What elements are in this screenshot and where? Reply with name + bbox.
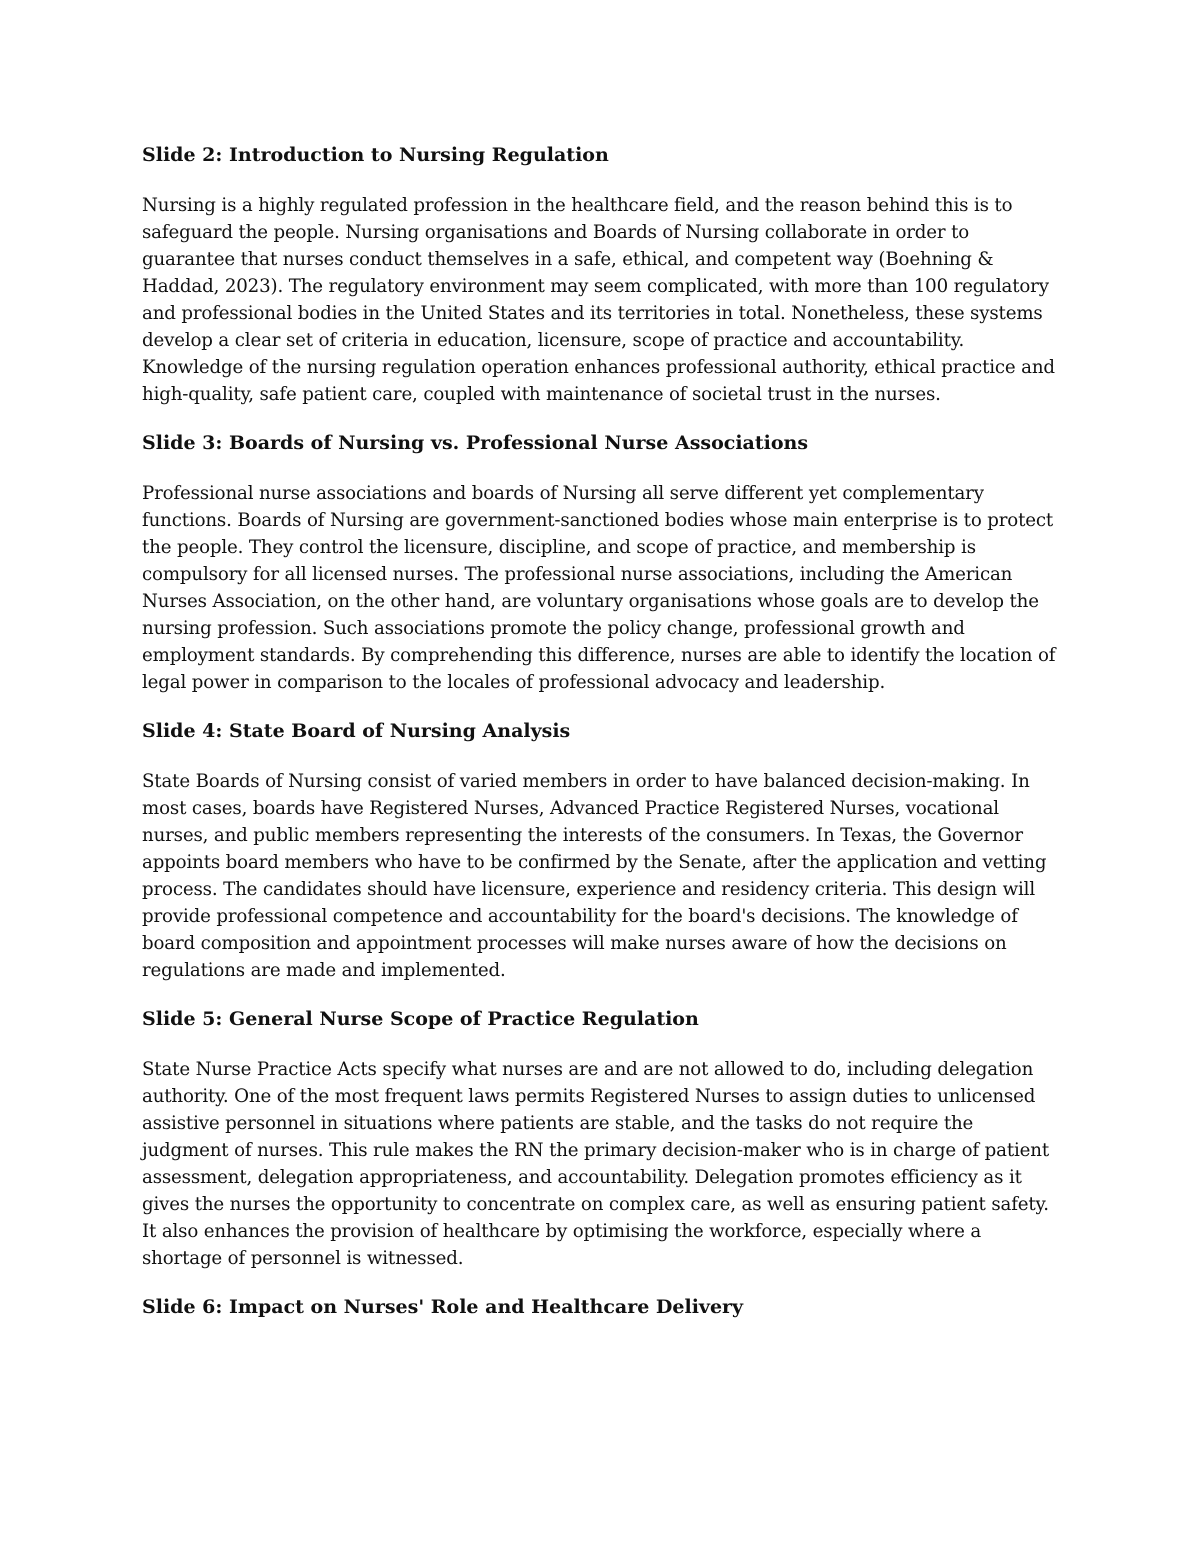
section-slide-4 bbox=[142, 718, 1062, 984]
section-paragraph: State Nurse Practice Acts specify what nurses are and are not allowed to do, including delegation authority. One of the most frequent laws permits Registered Nurses to assign duties to unlicensed assistive personnel in situations where patients are stable, and the tasks do not require the judgment of nurses. This rule makes the RN the primary decision-maker who is in charge of patient assessment, delegation appropriateness, and accountability. Delegation promotes efficiency as it gives the nurses the opportunity to concentrate on complex care, as well as ensuring patient safety. It also enhances the provision of healthcare by optimising the workforce, especially where a shortage of personnel is witnessed. bbox=[142, 1059, 1049, 1269]
section-paragraph: State Boards of Nursing consist of varied members in order to have balanced decision-making. In most cases, boards have Registered Nurses, Advanced Practice Registered Nurses, vocational nurses, and public members representing the interests of the consumers. In Texas, the Governor appoints board members who have to be confirmed by the Senate, after the application and vetting process. The candidates should have licensure, experience and residency criteria. This design will provide professional competence and accountability for the board's decisions. The knowledge of board composition and appointment processes will make nurses aware of how the decisions on regulations are made and implemented. bbox=[142, 771, 1047, 981]
section-paragraph: Professional nurse associations and boards of Nursing all serve different yet complementary functions. Boards of Nursing are government-sanctioned bodies whose main enterprise is to protect the people. They control the licensure, discipline, and scope of practice, and membership is compulsory for all licensed nurses. The professional nurse associations, including the American Nurses Association, on the other hand, are voluntary organisations whose goals are to develop the nursing profession. Such associations promote the policy change, professional growth and employment standards. By comprehending this difference, nurses are able to identify the location of legal power in comparison to the locales of professional advocacy and leadership. bbox=[142, 483, 1056, 693]
section-heading: Slide 3: Boards of Nursing vs. Professional Nurse Associations bbox=[142, 432, 809, 454]
section-slide-3 bbox=[142, 430, 1062, 696]
document-page bbox=[142, 142, 1062, 1344]
section-slide-5 bbox=[142, 1006, 1062, 1272]
section-paragraph: Nursing is a highly regulated profession in the healthcare field, and the reason behind this is to safeguard the people. Nursing organisations and Boards of Nursing collaborate in order to guarantee that nurses conduct themselves in a safe, ethical, and competent way (Boehning & Haddad, 2023). The regulatory environment may seem complicated, with more than 100 regulatory and professional bodies in the United States and its territories in total. Nonetheless, these systems develop a clear set of criteria in education, licensure, scope of practice and accountability. Knowledge of the nursing regulation operation enhances professional authority, ethical practice and high-quality, safe patient care, coupled with maintenance of societal trust in the nurses. bbox=[142, 195, 1055, 405]
section-slide-2 bbox=[142, 142, 1062, 408]
section-heading: Slide 5: General Nurse Scope of Practice Regulation bbox=[142, 1008, 699, 1030]
section-heading: Slide 2: Introduction to Nursing Regulation bbox=[142, 144, 609, 166]
section-heading: Slide 4: State Board of Nursing Analysis bbox=[142, 720, 571, 742]
section-heading: Slide 6: Impact on Nurses' Role and Healthcare Delivery bbox=[142, 1296, 744, 1318]
section-slide-6 bbox=[142, 1294, 1062, 1321]
